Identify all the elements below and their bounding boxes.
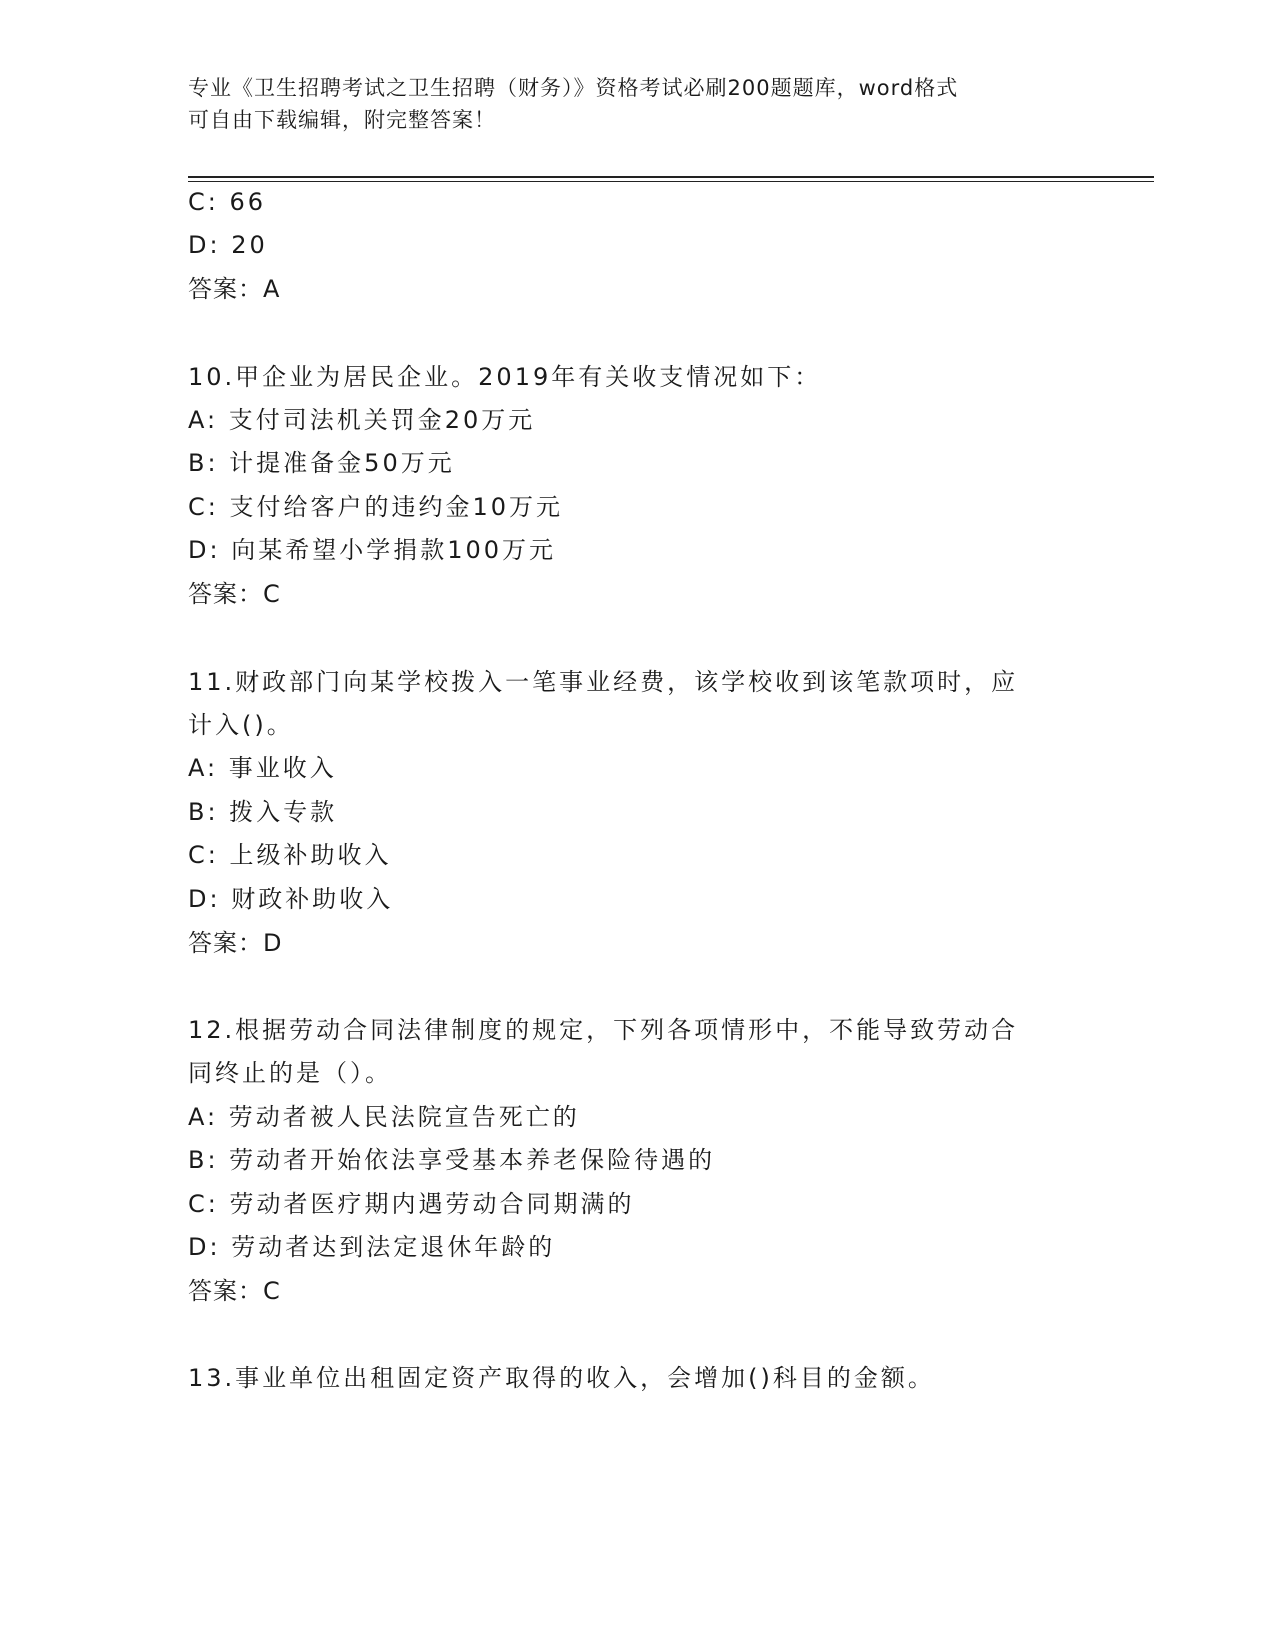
q11-option-d: D: 财政补助收入: [188, 885, 394, 913]
prev-option-d: D: 20: [188, 231, 268, 259]
q10-option-b: B: 计提准备金50万元: [188, 449, 455, 477]
q11-option-c: C: 上级补助收入: [188, 841, 392, 869]
header-divider-thick: [188, 176, 1154, 178]
q11-stem-line2: 计入()。: [188, 711, 294, 739]
header-title-line1: 专业《卫生招聘考试之卫生招聘（财务）》资格考试必刷200题题库，word格式: [188, 76, 959, 100]
q10-option-c: C: 支付给客户的违约金10万元: [188, 493, 564, 521]
q12-stem-line2: 同终止的是（）。: [188, 1059, 392, 1087]
document-header: [188, 72, 1088, 136]
q11-answer: 答案：D: [188, 929, 283, 957]
q12-option-d: D: 劳动者达到法定退休年龄的: [188, 1233, 556, 1261]
q10-option-d: D: 向某希望小学捐款100万元: [188, 536, 557, 564]
prev-answer: 答案：A: [188, 275, 281, 303]
q13-stem: 13.事业单位出租固定资产取得的收入，会增加()科目的金额。: [188, 1364, 935, 1392]
q11-option-a: A: 事业收入: [188, 754, 337, 782]
q12-stem-line1: 12.根据劳动合同法律制度的规定，下列各项情形中，不能导致劳动合: [188, 1016, 1019, 1044]
q11-option-b: B: 拨入专款: [188, 798, 338, 826]
q10-stem: 10.甲企业为居民企业。2019年有关收支情况如下：: [188, 363, 822, 391]
q10-option-a: A: 支付司法机关罚金20万元: [188, 406, 536, 434]
q12-option-c: C: 劳动者医疗期内遇劳动合同期满的: [188, 1190, 635, 1218]
header-title-line2: 可自由下载编辑，附完整答案！: [188, 108, 496, 132]
header-divider-thin: [188, 181, 1154, 182]
q10-answer: 答案：C: [188, 580, 281, 608]
q12-answer: 答案：C: [188, 1277, 281, 1305]
prev-option-c: C: 66: [188, 188, 267, 216]
q11-stem-line1: 11.财政部门向某学校拨入一笔事业经费，该学校收到该笔款项时，应: [188, 668, 1019, 696]
q12-option-a: A: 劳动者被人民法院宣告死亡的: [188, 1103, 580, 1131]
q12-option-b: B: 劳动者开始依法享受基本养老保险待遇的: [188, 1146, 716, 1174]
